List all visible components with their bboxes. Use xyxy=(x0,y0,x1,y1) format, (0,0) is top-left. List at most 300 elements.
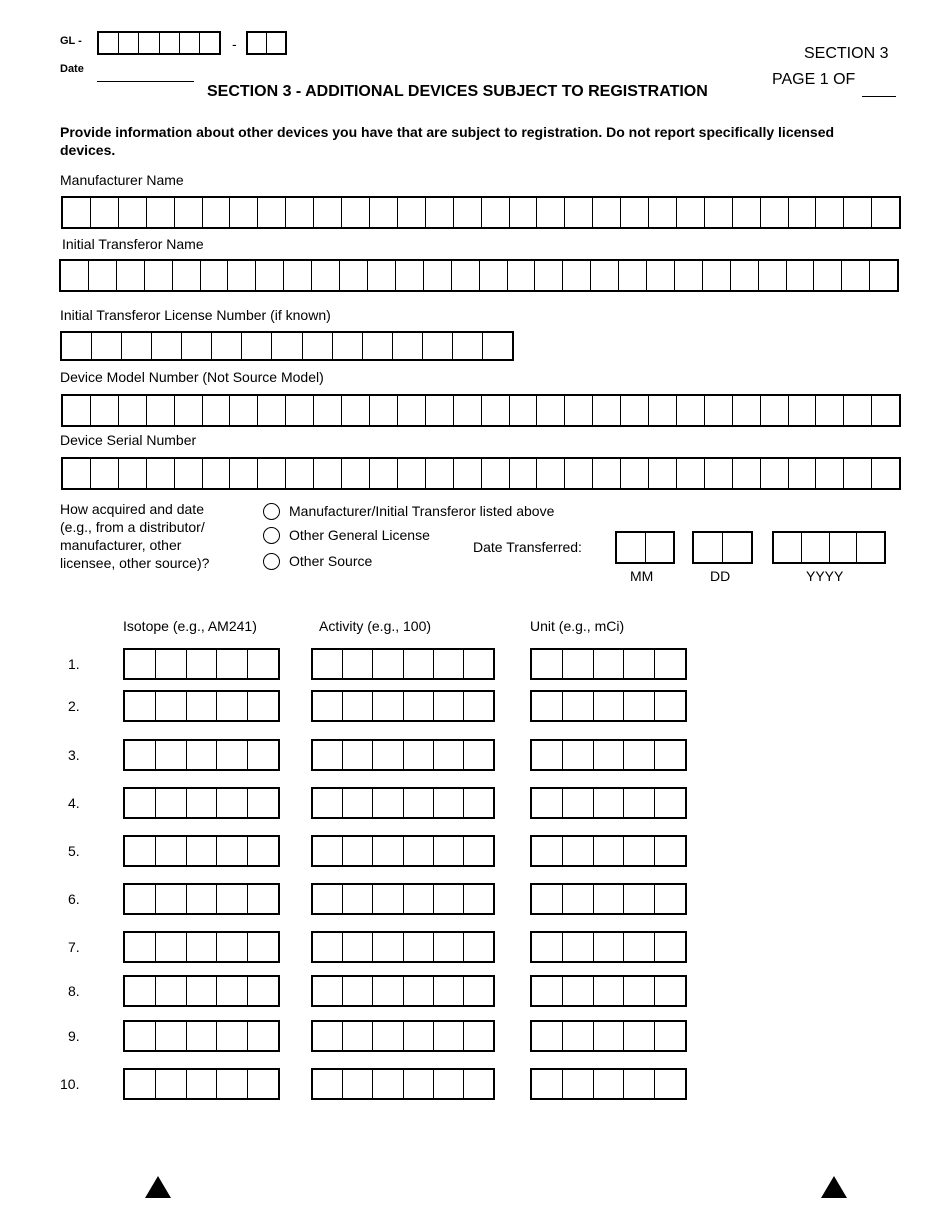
unit-input[interactable] xyxy=(530,690,687,722)
char-cell[interactable] xyxy=(452,261,480,290)
char-cell[interactable] xyxy=(342,459,370,488)
char-cell[interactable] xyxy=(424,261,452,290)
char-cell[interactable] xyxy=(646,533,674,562)
char-cell[interactable] xyxy=(655,692,685,720)
char-cell[interactable] xyxy=(816,459,844,488)
char-cell[interactable] xyxy=(303,333,333,359)
radio-circle[interactable] xyxy=(263,553,280,570)
char-cell[interactable] xyxy=(532,789,563,817)
char-cell[interactable] xyxy=(313,1070,343,1098)
char-cell[interactable] xyxy=(731,261,759,290)
char-cell[interactable] xyxy=(593,459,621,488)
isotope-input[interactable] xyxy=(123,975,280,1007)
char-cell[interactable] xyxy=(343,692,373,720)
char-cell[interactable] xyxy=(789,396,817,425)
char-cell[interactable] xyxy=(426,459,454,488)
char-cell[interactable] xyxy=(343,837,373,865)
char-cell[interactable] xyxy=(872,396,899,425)
initial-transferor-license-input[interactable] xyxy=(60,331,514,361)
char-cell[interactable] xyxy=(593,396,621,425)
char-cell[interactable] xyxy=(655,837,685,865)
char-cell[interactable] xyxy=(398,396,426,425)
char-cell[interactable] xyxy=(187,741,218,769)
char-cell[interactable] xyxy=(373,933,403,961)
char-cell[interactable] xyxy=(333,333,363,359)
char-cell[interactable] xyxy=(156,977,187,1005)
char-cell[interactable] xyxy=(593,198,621,227)
char-cell[interactable] xyxy=(563,977,594,1005)
char-cell[interactable] xyxy=(217,885,248,913)
char-cell[interactable] xyxy=(464,650,493,678)
char-cell[interactable] xyxy=(537,198,565,227)
char-cell[interactable] xyxy=(621,198,649,227)
char-cell[interactable] xyxy=(482,198,510,227)
char-cell[interactable] xyxy=(373,789,403,817)
char-cell[interactable] xyxy=(286,198,314,227)
char-cell[interactable] xyxy=(655,977,685,1005)
char-cell[interactable] xyxy=(125,789,156,817)
char-cell[interactable] xyxy=(122,333,152,359)
char-cell[interactable] xyxy=(343,933,373,961)
isotope-input[interactable] xyxy=(123,883,280,915)
char-cell[interactable] xyxy=(343,1022,373,1050)
char-cell[interactable] xyxy=(621,396,649,425)
char-cell[interactable] xyxy=(594,885,625,913)
char-cell[interactable] xyxy=(464,1022,493,1050)
char-cell[interactable] xyxy=(434,977,464,1005)
char-cell[interactable] xyxy=(594,789,625,817)
char-cell[interactable] xyxy=(248,933,278,961)
char-cell[interactable] xyxy=(624,885,655,913)
char-cell[interactable] xyxy=(842,261,870,290)
char-cell[interactable] xyxy=(816,396,844,425)
char-cell[interactable] xyxy=(187,789,218,817)
char-cell[interactable] xyxy=(147,396,175,425)
char-cell[interactable] xyxy=(814,261,842,290)
char-cell[interactable] xyxy=(434,692,464,720)
char-cell[interactable] xyxy=(125,977,156,1005)
char-cell[interactable] xyxy=(434,741,464,769)
char-cell[interactable] xyxy=(565,198,593,227)
char-cell[interactable] xyxy=(532,650,563,678)
unit-input[interactable] xyxy=(530,787,687,819)
char-cell[interactable] xyxy=(373,1022,403,1050)
char-cell[interactable] xyxy=(759,261,787,290)
char-cell[interactable] xyxy=(312,261,340,290)
char-cell[interactable] xyxy=(125,692,156,720)
char-cell[interactable] xyxy=(91,396,119,425)
isotope-input[interactable] xyxy=(123,1068,280,1100)
char-cell[interactable] xyxy=(187,885,218,913)
char-cell[interactable] xyxy=(624,650,655,678)
char-cell[interactable] xyxy=(63,459,91,488)
activity-input[interactable] xyxy=(311,690,495,722)
char-cell[interactable] xyxy=(119,198,147,227)
activity-input[interactable] xyxy=(311,883,495,915)
char-cell[interactable] xyxy=(563,885,594,913)
page-total-input-line[interactable] xyxy=(862,96,896,97)
char-cell[interactable] xyxy=(655,933,685,961)
char-cell[interactable] xyxy=(761,198,789,227)
char-cell[interactable] xyxy=(258,459,286,488)
char-cell[interactable] xyxy=(454,396,482,425)
char-cell[interactable] xyxy=(532,1022,563,1050)
char-cell[interactable] xyxy=(537,396,565,425)
unit-input[interactable] xyxy=(530,931,687,963)
char-cell[interactable] xyxy=(733,396,761,425)
char-cell[interactable] xyxy=(396,261,424,290)
char-cell[interactable] xyxy=(187,692,218,720)
date-transferred-yyyy-input[interactable] xyxy=(772,531,886,564)
char-cell[interactable] xyxy=(175,459,203,488)
char-cell[interactable] xyxy=(816,198,844,227)
char-cell[interactable] xyxy=(217,692,248,720)
char-cell[interactable] xyxy=(125,1070,156,1098)
char-cell[interactable] xyxy=(705,396,733,425)
char-cell[interactable] xyxy=(563,837,594,865)
char-cell[interactable] xyxy=(624,741,655,769)
char-cell[interactable] xyxy=(624,933,655,961)
char-cell[interactable] xyxy=(404,692,434,720)
char-cell[interactable] xyxy=(398,459,426,488)
char-cell[interactable] xyxy=(286,459,314,488)
char-cell[interactable] xyxy=(655,789,685,817)
char-cell[interactable] xyxy=(532,741,563,769)
char-cell[interactable] xyxy=(404,650,434,678)
char-cell[interactable] xyxy=(145,261,173,290)
char-cell[interactable] xyxy=(563,789,594,817)
char-cell[interactable] xyxy=(286,396,314,425)
char-cell[interactable] xyxy=(217,977,248,1005)
char-cell[interactable] xyxy=(156,1070,187,1098)
char-cell[interactable] xyxy=(510,198,538,227)
char-cell[interactable] xyxy=(434,933,464,961)
date-input-line[interactable] xyxy=(97,81,194,82)
char-cell[interactable] xyxy=(217,650,248,678)
char-cell[interactable] xyxy=(464,1070,493,1098)
char-cell[interactable] xyxy=(343,789,373,817)
char-cell[interactable] xyxy=(563,933,594,961)
char-cell[interactable] xyxy=(212,333,242,359)
char-cell[interactable] xyxy=(217,837,248,865)
char-cell[interactable] xyxy=(61,261,89,290)
date-transferred-dd-input[interactable] xyxy=(692,531,753,564)
char-cell[interactable] xyxy=(343,977,373,1005)
char-cell[interactable] xyxy=(187,650,218,678)
char-cell[interactable] xyxy=(201,261,229,290)
char-cell[interactable] xyxy=(844,198,872,227)
isotope-input[interactable] xyxy=(123,690,280,722)
isotope-input[interactable] xyxy=(123,787,280,819)
char-cell[interactable] xyxy=(125,837,156,865)
char-cell[interactable] xyxy=(532,885,563,913)
char-cell[interactable] xyxy=(91,459,119,488)
char-cell[interactable] xyxy=(404,789,434,817)
char-cell[interactable] xyxy=(370,459,398,488)
char-cell[interactable] xyxy=(119,396,147,425)
char-cell[interactable] xyxy=(802,533,830,562)
char-cell[interactable] xyxy=(125,933,156,961)
char-cell[interactable] xyxy=(373,741,403,769)
isotope-input[interactable] xyxy=(123,835,280,867)
char-cell[interactable] xyxy=(152,333,182,359)
char-cell[interactable] xyxy=(830,533,858,562)
char-cell[interactable] xyxy=(464,741,493,769)
isotope-input[interactable] xyxy=(123,739,280,771)
date-transferred-mm-input[interactable] xyxy=(615,531,675,564)
char-cell[interactable] xyxy=(535,261,563,290)
char-cell[interactable] xyxy=(217,741,248,769)
char-cell[interactable] xyxy=(464,692,493,720)
char-cell[interactable] xyxy=(594,741,625,769)
radio-circle[interactable] xyxy=(263,527,280,544)
char-cell[interactable] xyxy=(594,692,625,720)
char-cell[interactable] xyxy=(343,650,373,678)
device-serial-number-input[interactable] xyxy=(61,457,901,490)
char-cell[interactable] xyxy=(147,459,175,488)
char-cell[interactable] xyxy=(482,459,510,488)
char-cell[interactable] xyxy=(624,1070,655,1098)
char-cell[interactable] xyxy=(675,261,703,290)
unit-input[interactable] xyxy=(530,1020,687,1052)
activity-input[interactable] xyxy=(311,975,495,1007)
char-cell[interactable] xyxy=(175,396,203,425)
char-cell[interactable] xyxy=(404,1070,434,1098)
char-cell[interactable] xyxy=(510,459,538,488)
char-cell[interactable] xyxy=(313,977,343,1005)
char-cell[interactable] xyxy=(761,459,789,488)
char-cell[interactable] xyxy=(156,650,187,678)
char-cell[interactable] xyxy=(464,977,493,1005)
isotope-input[interactable] xyxy=(123,1020,280,1052)
char-cell[interactable] xyxy=(313,692,343,720)
char-cell[interactable] xyxy=(187,977,218,1005)
char-cell[interactable] xyxy=(434,885,464,913)
char-cell[interactable] xyxy=(532,977,563,1005)
char-cell[interactable] xyxy=(870,261,897,290)
char-cell[interactable] xyxy=(91,198,119,227)
char-cell[interactable] xyxy=(404,977,434,1005)
char-cell[interactable] xyxy=(119,459,147,488)
char-cell[interactable] xyxy=(594,1022,625,1050)
char-cell[interactable] xyxy=(248,741,278,769)
manufacturer-name-input[interactable] xyxy=(61,196,901,229)
char-cell[interactable] xyxy=(434,837,464,865)
char-cell[interactable] xyxy=(187,837,218,865)
char-cell[interactable] xyxy=(313,741,343,769)
char-cell[interactable] xyxy=(563,261,591,290)
char-cell[interactable] xyxy=(591,261,619,290)
char-cell[interactable] xyxy=(464,789,493,817)
char-cell[interactable] xyxy=(624,789,655,817)
char-cell[interactable] xyxy=(508,261,536,290)
char-cell[interactable] xyxy=(563,1070,594,1098)
char-cell[interactable] xyxy=(563,741,594,769)
char-cell[interactable] xyxy=(117,261,145,290)
char-cell[interactable] xyxy=(844,396,872,425)
char-cell[interactable] xyxy=(175,198,203,227)
char-cell[interactable] xyxy=(404,741,434,769)
char-cell[interactable] xyxy=(510,396,538,425)
char-cell[interactable] xyxy=(156,789,187,817)
char-cell[interactable] xyxy=(404,885,434,913)
char-cell[interactable] xyxy=(619,261,647,290)
char-cell[interactable] xyxy=(125,741,156,769)
char-cell[interactable] xyxy=(156,741,187,769)
unit-input[interactable] xyxy=(530,1068,687,1100)
unit-input[interactable] xyxy=(530,975,687,1007)
activity-input[interactable] xyxy=(311,931,495,963)
char-cell[interactable] xyxy=(426,396,454,425)
char-cell[interactable] xyxy=(230,396,258,425)
char-cell[interactable] xyxy=(125,1022,156,1050)
char-cell[interactable] xyxy=(677,396,705,425)
char-cell[interactable] xyxy=(156,1022,187,1050)
isotope-input[interactable] xyxy=(123,648,280,680)
char-cell[interactable] xyxy=(483,333,512,359)
char-cell[interactable] xyxy=(203,198,231,227)
char-cell[interactable] xyxy=(63,396,91,425)
char-cell[interactable] xyxy=(565,396,593,425)
char-cell[interactable] xyxy=(248,789,278,817)
char-cell[interactable] xyxy=(173,261,201,290)
char-cell[interactable] xyxy=(482,396,510,425)
char-cell[interactable] xyxy=(343,741,373,769)
char-cell[interactable] xyxy=(454,459,482,488)
char-cell[interactable] xyxy=(373,692,403,720)
char-cell[interactable] xyxy=(63,198,91,227)
activity-input[interactable] xyxy=(311,835,495,867)
char-cell[interactable] xyxy=(314,396,342,425)
char-cell[interactable] xyxy=(230,459,258,488)
char-cell[interactable] xyxy=(563,1022,594,1050)
char-cell[interactable] xyxy=(256,261,284,290)
char-cell[interactable] xyxy=(761,396,789,425)
char-cell[interactable] xyxy=(398,198,426,227)
char-cell[interactable] xyxy=(787,261,815,290)
char-cell[interactable] xyxy=(733,459,761,488)
char-cell[interactable] xyxy=(182,333,212,359)
char-cell[interactable] xyxy=(313,1022,343,1050)
char-cell[interactable] xyxy=(532,1070,563,1098)
char-cell[interactable] xyxy=(258,396,286,425)
char-cell[interactable] xyxy=(857,533,884,562)
char-cell[interactable] xyxy=(217,933,248,961)
char-cell[interactable] xyxy=(156,692,187,720)
char-cell[interactable] xyxy=(649,396,677,425)
char-cell[interactable] xyxy=(532,933,563,961)
char-cell[interactable] xyxy=(313,933,343,961)
char-cell[interactable] xyxy=(434,789,464,817)
char-cell[interactable] xyxy=(434,650,464,678)
char-cell[interactable] xyxy=(203,396,231,425)
char-cell[interactable] xyxy=(248,1022,278,1050)
char-cell[interactable] xyxy=(872,198,899,227)
gl-suffix-input[interactable] xyxy=(246,31,287,55)
char-cell[interactable] xyxy=(313,789,343,817)
char-cell[interactable] xyxy=(434,1070,464,1098)
char-cell[interactable] xyxy=(649,459,677,488)
char-cell[interactable] xyxy=(532,692,563,720)
char-cell[interactable] xyxy=(563,692,594,720)
char-cell[interactable] xyxy=(228,261,256,290)
char-cell[interactable] xyxy=(187,1070,218,1098)
char-cell[interactable] xyxy=(125,885,156,913)
char-cell[interactable] xyxy=(480,261,508,290)
char-cell[interactable] xyxy=(363,333,393,359)
char-cell[interactable] xyxy=(187,933,218,961)
char-cell[interactable] xyxy=(373,885,403,913)
char-cell[interactable] xyxy=(217,789,248,817)
char-cell[interactable] xyxy=(617,533,646,562)
char-cell[interactable] xyxy=(203,459,231,488)
char-cell[interactable] xyxy=(594,977,625,1005)
char-cell[interactable] xyxy=(563,650,594,678)
char-cell[interactable] xyxy=(248,885,278,913)
char-cell[interactable] xyxy=(156,933,187,961)
char-cell[interactable] xyxy=(733,198,761,227)
unit-input[interactable] xyxy=(530,739,687,771)
char-cell[interactable] xyxy=(248,1070,278,1098)
char-cell[interactable] xyxy=(248,977,278,1005)
char-cell[interactable] xyxy=(393,333,423,359)
char-cell[interactable] xyxy=(373,837,403,865)
char-cell[interactable] xyxy=(694,533,723,562)
char-cell[interactable] xyxy=(774,533,802,562)
char-cell[interactable] xyxy=(373,1070,403,1098)
char-cell[interactable] xyxy=(872,459,899,488)
char-cell[interactable] xyxy=(565,459,593,488)
char-cell[interactable] xyxy=(187,1022,218,1050)
char-cell[interactable] xyxy=(655,1022,685,1050)
char-cell[interactable] xyxy=(62,333,92,359)
char-cell[interactable] xyxy=(368,261,396,290)
activity-input[interactable] xyxy=(311,1020,495,1052)
char-cell[interactable] xyxy=(655,1070,685,1098)
char-cell[interactable] xyxy=(156,885,187,913)
char-cell[interactable] xyxy=(313,885,343,913)
char-cell[interactable] xyxy=(284,261,312,290)
char-cell[interactable] xyxy=(677,459,705,488)
activity-input[interactable] xyxy=(311,739,495,771)
device-model-number-input[interactable] xyxy=(61,394,901,427)
char-cell[interactable] xyxy=(92,333,122,359)
activity-input[interactable] xyxy=(311,648,495,680)
char-cell[interactable] xyxy=(342,198,370,227)
char-cell[interactable] xyxy=(655,885,685,913)
activity-input[interactable] xyxy=(311,1068,495,1100)
char-cell[interactable] xyxy=(230,198,258,227)
char-cell[interactable] xyxy=(594,837,625,865)
char-cell[interactable] xyxy=(464,933,493,961)
char-cell[interactable] xyxy=(703,261,731,290)
char-cell[interactable] xyxy=(340,261,368,290)
char-cell[interactable] xyxy=(147,198,175,227)
char-cell[interactable] xyxy=(89,261,117,290)
char-cell[interactable] xyxy=(404,933,434,961)
unit-input[interactable] xyxy=(530,883,687,915)
char-cell[interactable] xyxy=(594,650,625,678)
char-cell[interactable] xyxy=(649,198,677,227)
char-cell[interactable] xyxy=(217,1022,248,1050)
initial-transferor-name-input[interactable] xyxy=(59,259,899,292)
unit-input[interactable] xyxy=(530,835,687,867)
char-cell[interactable] xyxy=(655,741,685,769)
unit-input[interactable] xyxy=(530,648,687,680)
activity-input[interactable] xyxy=(311,787,495,819)
char-cell[interactable] xyxy=(624,837,655,865)
char-cell[interactable] xyxy=(423,333,453,359)
